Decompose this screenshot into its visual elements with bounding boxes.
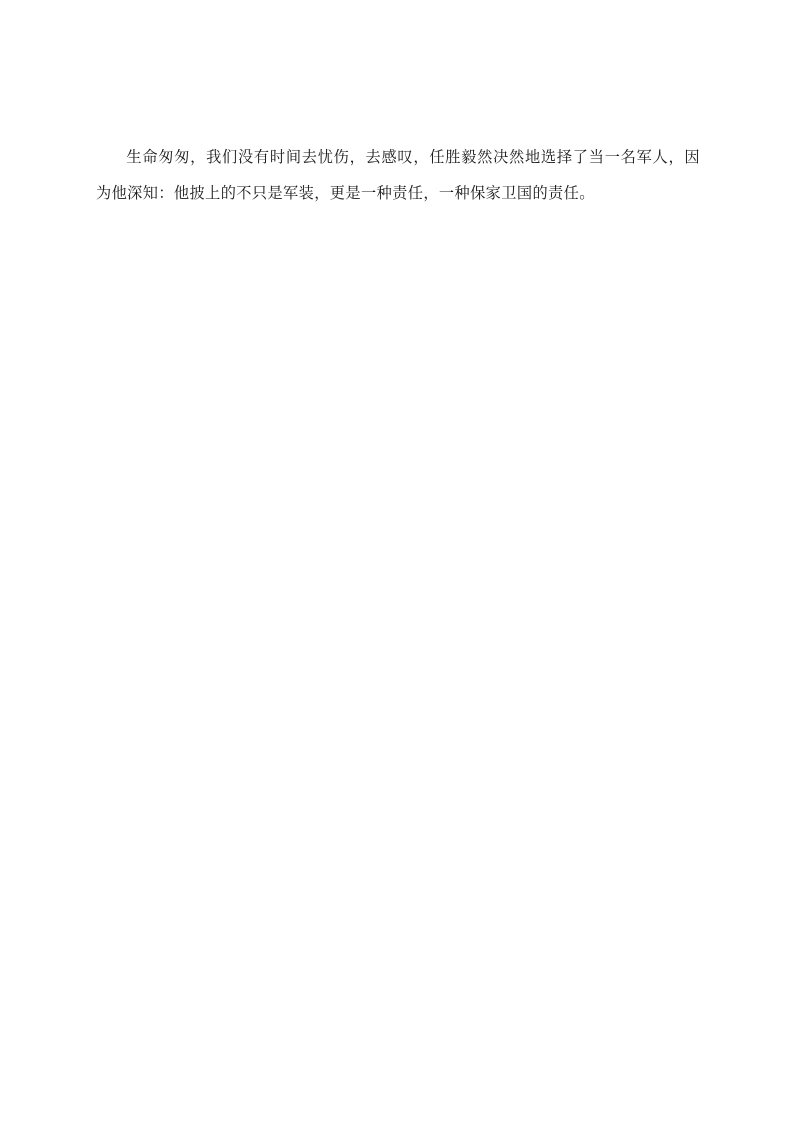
document-body bbox=[96, 140, 700, 211]
paragraph: 生命匆匆，我们没有时间去忧伤，去感叹，任胜毅然决然地选择了当一名军人，因为他深知：他披上的不只是军装，更是一种责任，一种保家卫国的责任。 bbox=[96, 149, 700, 202]
